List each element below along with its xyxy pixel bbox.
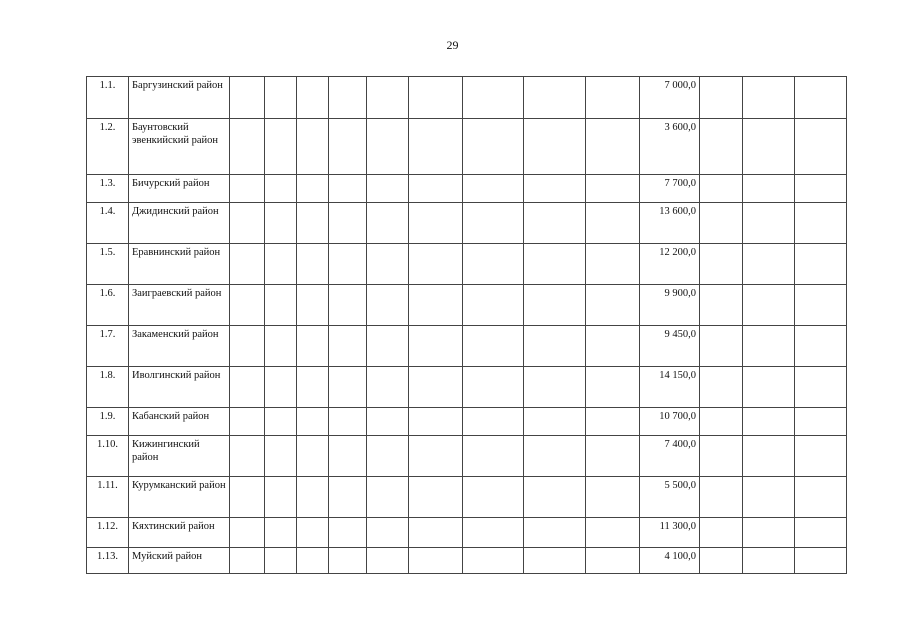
empty-cell	[795, 367, 847, 408]
empty-cell	[297, 408, 329, 436]
empty-cell	[265, 285, 297, 326]
empty-cell	[329, 285, 367, 326]
empty-cell	[367, 77, 409, 119]
empty-cell	[586, 77, 640, 119]
empty-cell	[463, 408, 524, 436]
row-number-cell: 1.6.	[87, 285, 129, 326]
empty-cell	[297, 436, 329, 477]
amount-cell: 7 400,0	[640, 436, 700, 477]
empty-cell	[524, 548, 586, 574]
empty-cell	[700, 203, 743, 244]
table-row	[87, 203, 847, 244]
amount-cell: 5 500,0	[640, 477, 700, 518]
empty-cell	[329, 326, 367, 367]
empty-cell	[700, 548, 743, 574]
empty-cell	[743, 477, 795, 518]
empty-cell	[329, 548, 367, 574]
empty-cell	[700, 77, 743, 119]
table-row	[87, 244, 847, 285]
row-number-cell: 1.5.	[87, 244, 129, 285]
row-number-cell: 1.13.	[87, 548, 129, 574]
empty-cell	[297, 285, 329, 326]
empty-cell	[795, 408, 847, 436]
district-name-cell: Бичурский район	[129, 175, 230, 203]
table-row	[87, 175, 847, 203]
district-name-cell: Иволгинский район	[129, 367, 230, 408]
empty-cell	[586, 326, 640, 367]
amount-cell: 10 700,0	[640, 408, 700, 436]
row-number-cell: 1.8.	[87, 367, 129, 408]
empty-cell	[743, 367, 795, 408]
empty-cell	[329, 175, 367, 203]
empty-cell	[230, 367, 265, 408]
empty-cell	[524, 367, 586, 408]
empty-cell	[329, 436, 367, 477]
page-number: 29	[446, 38, 459, 52]
empty-cell	[743, 285, 795, 326]
row-number-cell: 1.11.	[87, 477, 129, 518]
empty-cell	[524, 436, 586, 477]
empty-cell	[230, 408, 265, 436]
row-number-cell: 1.7.	[87, 326, 129, 367]
district-name-cell: Кабанский район	[129, 408, 230, 436]
row-number-cell: 1.12.	[87, 518, 129, 548]
empty-cell	[586, 518, 640, 548]
empty-cell	[329, 367, 367, 408]
district-name-cell: Кяхтинский район	[129, 518, 230, 548]
empty-cell	[463, 477, 524, 518]
empty-cell	[367, 326, 409, 367]
empty-cell	[329, 119, 367, 175]
empty-cell	[463, 175, 524, 203]
empty-cell	[265, 244, 297, 285]
empty-cell	[586, 285, 640, 326]
empty-cell	[297, 119, 329, 175]
row-number-cell: 1.9.	[87, 408, 129, 436]
empty-cell	[230, 518, 265, 548]
empty-cell	[265, 367, 297, 408]
empty-cell	[367, 548, 409, 574]
amount-cell: 7 000,0	[640, 77, 700, 119]
empty-cell	[230, 119, 265, 175]
table-row	[87, 548, 847, 574]
table-row	[87, 436, 847, 477]
table-row	[87, 518, 847, 548]
empty-cell	[795, 285, 847, 326]
empty-cell	[586, 367, 640, 408]
district-name-cell: Баунтовский эвенкийский район	[129, 119, 230, 175]
empty-cell	[700, 175, 743, 203]
empty-cell	[524, 518, 586, 548]
empty-cell	[700, 436, 743, 477]
empty-cell	[367, 367, 409, 408]
empty-cell	[524, 244, 586, 285]
empty-cell	[586, 477, 640, 518]
empty-cell	[265, 518, 297, 548]
empty-cell	[367, 518, 409, 548]
amount-cell: 3 600,0	[640, 119, 700, 175]
empty-cell	[409, 285, 463, 326]
empty-cell	[409, 518, 463, 548]
empty-cell	[329, 518, 367, 548]
empty-cell	[700, 408, 743, 436]
row-number-cell: 1.10.	[87, 436, 129, 477]
empty-cell	[743, 203, 795, 244]
empty-cell	[265, 326, 297, 367]
empty-cell	[297, 203, 329, 244]
row-number-cell: 1.1.	[87, 77, 129, 119]
district-name-cell: Муйский район	[129, 548, 230, 574]
empty-cell	[367, 203, 409, 244]
empty-cell	[463, 285, 524, 326]
empty-cell	[524, 77, 586, 119]
empty-cell	[795, 119, 847, 175]
empty-cell	[409, 203, 463, 244]
district-name-cell: Джидинский район	[129, 203, 230, 244]
empty-cell	[743, 436, 795, 477]
empty-cell	[795, 326, 847, 367]
district-name-cell: Курумканский район	[129, 477, 230, 518]
empty-cell	[795, 477, 847, 518]
empty-cell	[409, 408, 463, 436]
empty-cell	[463, 203, 524, 244]
row-number-cell: 1.4.	[87, 203, 129, 244]
empty-cell	[230, 77, 265, 119]
empty-cell	[230, 244, 265, 285]
table-row	[87, 367, 847, 408]
empty-cell	[463, 367, 524, 408]
table-row	[87, 77, 847, 119]
district-name-cell: Заиграевский район	[129, 285, 230, 326]
empty-cell	[524, 203, 586, 244]
empty-cell	[367, 285, 409, 326]
empty-cell	[586, 408, 640, 436]
empty-cell	[329, 77, 367, 119]
empty-cell	[743, 518, 795, 548]
empty-cell	[265, 548, 297, 574]
row-number-cell: 1.2.	[87, 119, 129, 175]
empty-cell	[700, 367, 743, 408]
empty-cell	[586, 244, 640, 285]
empty-cell	[329, 244, 367, 285]
amount-cell: 9 450,0	[640, 326, 700, 367]
empty-cell	[700, 326, 743, 367]
empty-cell	[329, 408, 367, 436]
empty-cell	[586, 203, 640, 244]
empty-cell	[524, 408, 586, 436]
empty-cell	[586, 548, 640, 574]
empty-cell	[367, 119, 409, 175]
empty-cell	[297, 326, 329, 367]
amount-cell: 12 200,0	[640, 244, 700, 285]
empty-cell	[230, 326, 265, 367]
district-name-cell: Еравнинский район	[129, 244, 230, 285]
empty-cell	[265, 477, 297, 518]
empty-cell	[795, 548, 847, 574]
empty-cell	[586, 436, 640, 477]
empty-cell	[463, 518, 524, 548]
amount-cell: 9 900,0	[640, 285, 700, 326]
empty-cell	[230, 203, 265, 244]
empty-cell	[700, 285, 743, 326]
empty-cell	[743, 548, 795, 574]
empty-cell	[230, 285, 265, 326]
empty-cell	[297, 477, 329, 518]
empty-cell	[463, 436, 524, 477]
empty-cell	[524, 175, 586, 203]
empty-cell	[743, 326, 795, 367]
empty-cell	[297, 175, 329, 203]
empty-cell	[409, 548, 463, 574]
empty-cell	[297, 548, 329, 574]
empty-cell	[409, 244, 463, 285]
empty-cell	[297, 244, 329, 285]
empty-cell	[795, 244, 847, 285]
empty-cell	[367, 408, 409, 436]
amount-cell: 4 100,0	[640, 548, 700, 574]
empty-cell	[743, 408, 795, 436]
district-name-cell: Кижингинский район	[129, 436, 230, 477]
empty-cell	[367, 244, 409, 285]
empty-cell	[795, 77, 847, 119]
row-number-cell: 1.3.	[87, 175, 129, 203]
empty-cell	[230, 436, 265, 477]
empty-cell	[297, 518, 329, 548]
empty-cell	[265, 203, 297, 244]
empty-cell	[409, 175, 463, 203]
empty-cell	[367, 175, 409, 203]
empty-cell	[743, 244, 795, 285]
empty-cell	[230, 175, 265, 203]
empty-cell	[795, 203, 847, 244]
district-name-cell: Баргузинский район	[129, 77, 230, 119]
empty-cell	[409, 77, 463, 119]
empty-cell	[409, 367, 463, 408]
empty-cell	[524, 326, 586, 367]
empty-cell	[795, 436, 847, 477]
empty-cell	[297, 367, 329, 408]
empty-cell	[265, 408, 297, 436]
empty-cell	[230, 477, 265, 518]
empty-cell	[524, 285, 586, 326]
empty-cell	[265, 77, 297, 119]
amount-cell: 7 700,0	[640, 175, 700, 203]
empty-cell	[743, 77, 795, 119]
empty-cell	[700, 119, 743, 175]
empty-cell	[743, 119, 795, 175]
table-row	[87, 326, 847, 367]
empty-cell	[795, 175, 847, 203]
empty-cell	[297, 77, 329, 119]
empty-cell	[700, 518, 743, 548]
budget-table	[86, 76, 847, 574]
empty-cell	[329, 203, 367, 244]
empty-cell	[265, 119, 297, 175]
empty-cell	[367, 477, 409, 518]
empty-cell	[743, 175, 795, 203]
empty-cell	[409, 436, 463, 477]
empty-cell	[700, 477, 743, 518]
empty-cell	[265, 175, 297, 203]
empty-cell	[463, 244, 524, 285]
empty-cell	[586, 119, 640, 175]
empty-cell	[463, 77, 524, 119]
district-name-cell: Закаменский район	[129, 326, 230, 367]
amount-cell: 14 150,0	[640, 367, 700, 408]
empty-cell	[367, 436, 409, 477]
table-row	[87, 477, 847, 518]
empty-cell	[329, 477, 367, 518]
amount-cell: 11 300,0	[640, 518, 700, 548]
empty-cell	[463, 548, 524, 574]
empty-cell	[795, 518, 847, 548]
empty-cell	[463, 119, 524, 175]
empty-cell	[409, 119, 463, 175]
empty-cell	[700, 244, 743, 285]
table-row	[87, 408, 847, 436]
empty-cell	[586, 175, 640, 203]
empty-cell	[409, 326, 463, 367]
empty-cell	[265, 436, 297, 477]
amount-cell: 13 600,0	[640, 203, 700, 244]
empty-cell	[463, 326, 524, 367]
empty-cell	[524, 119, 586, 175]
empty-cell	[409, 477, 463, 518]
empty-cell	[524, 477, 586, 518]
table-row	[87, 119, 847, 175]
empty-cell	[230, 548, 265, 574]
table-row	[87, 285, 847, 326]
